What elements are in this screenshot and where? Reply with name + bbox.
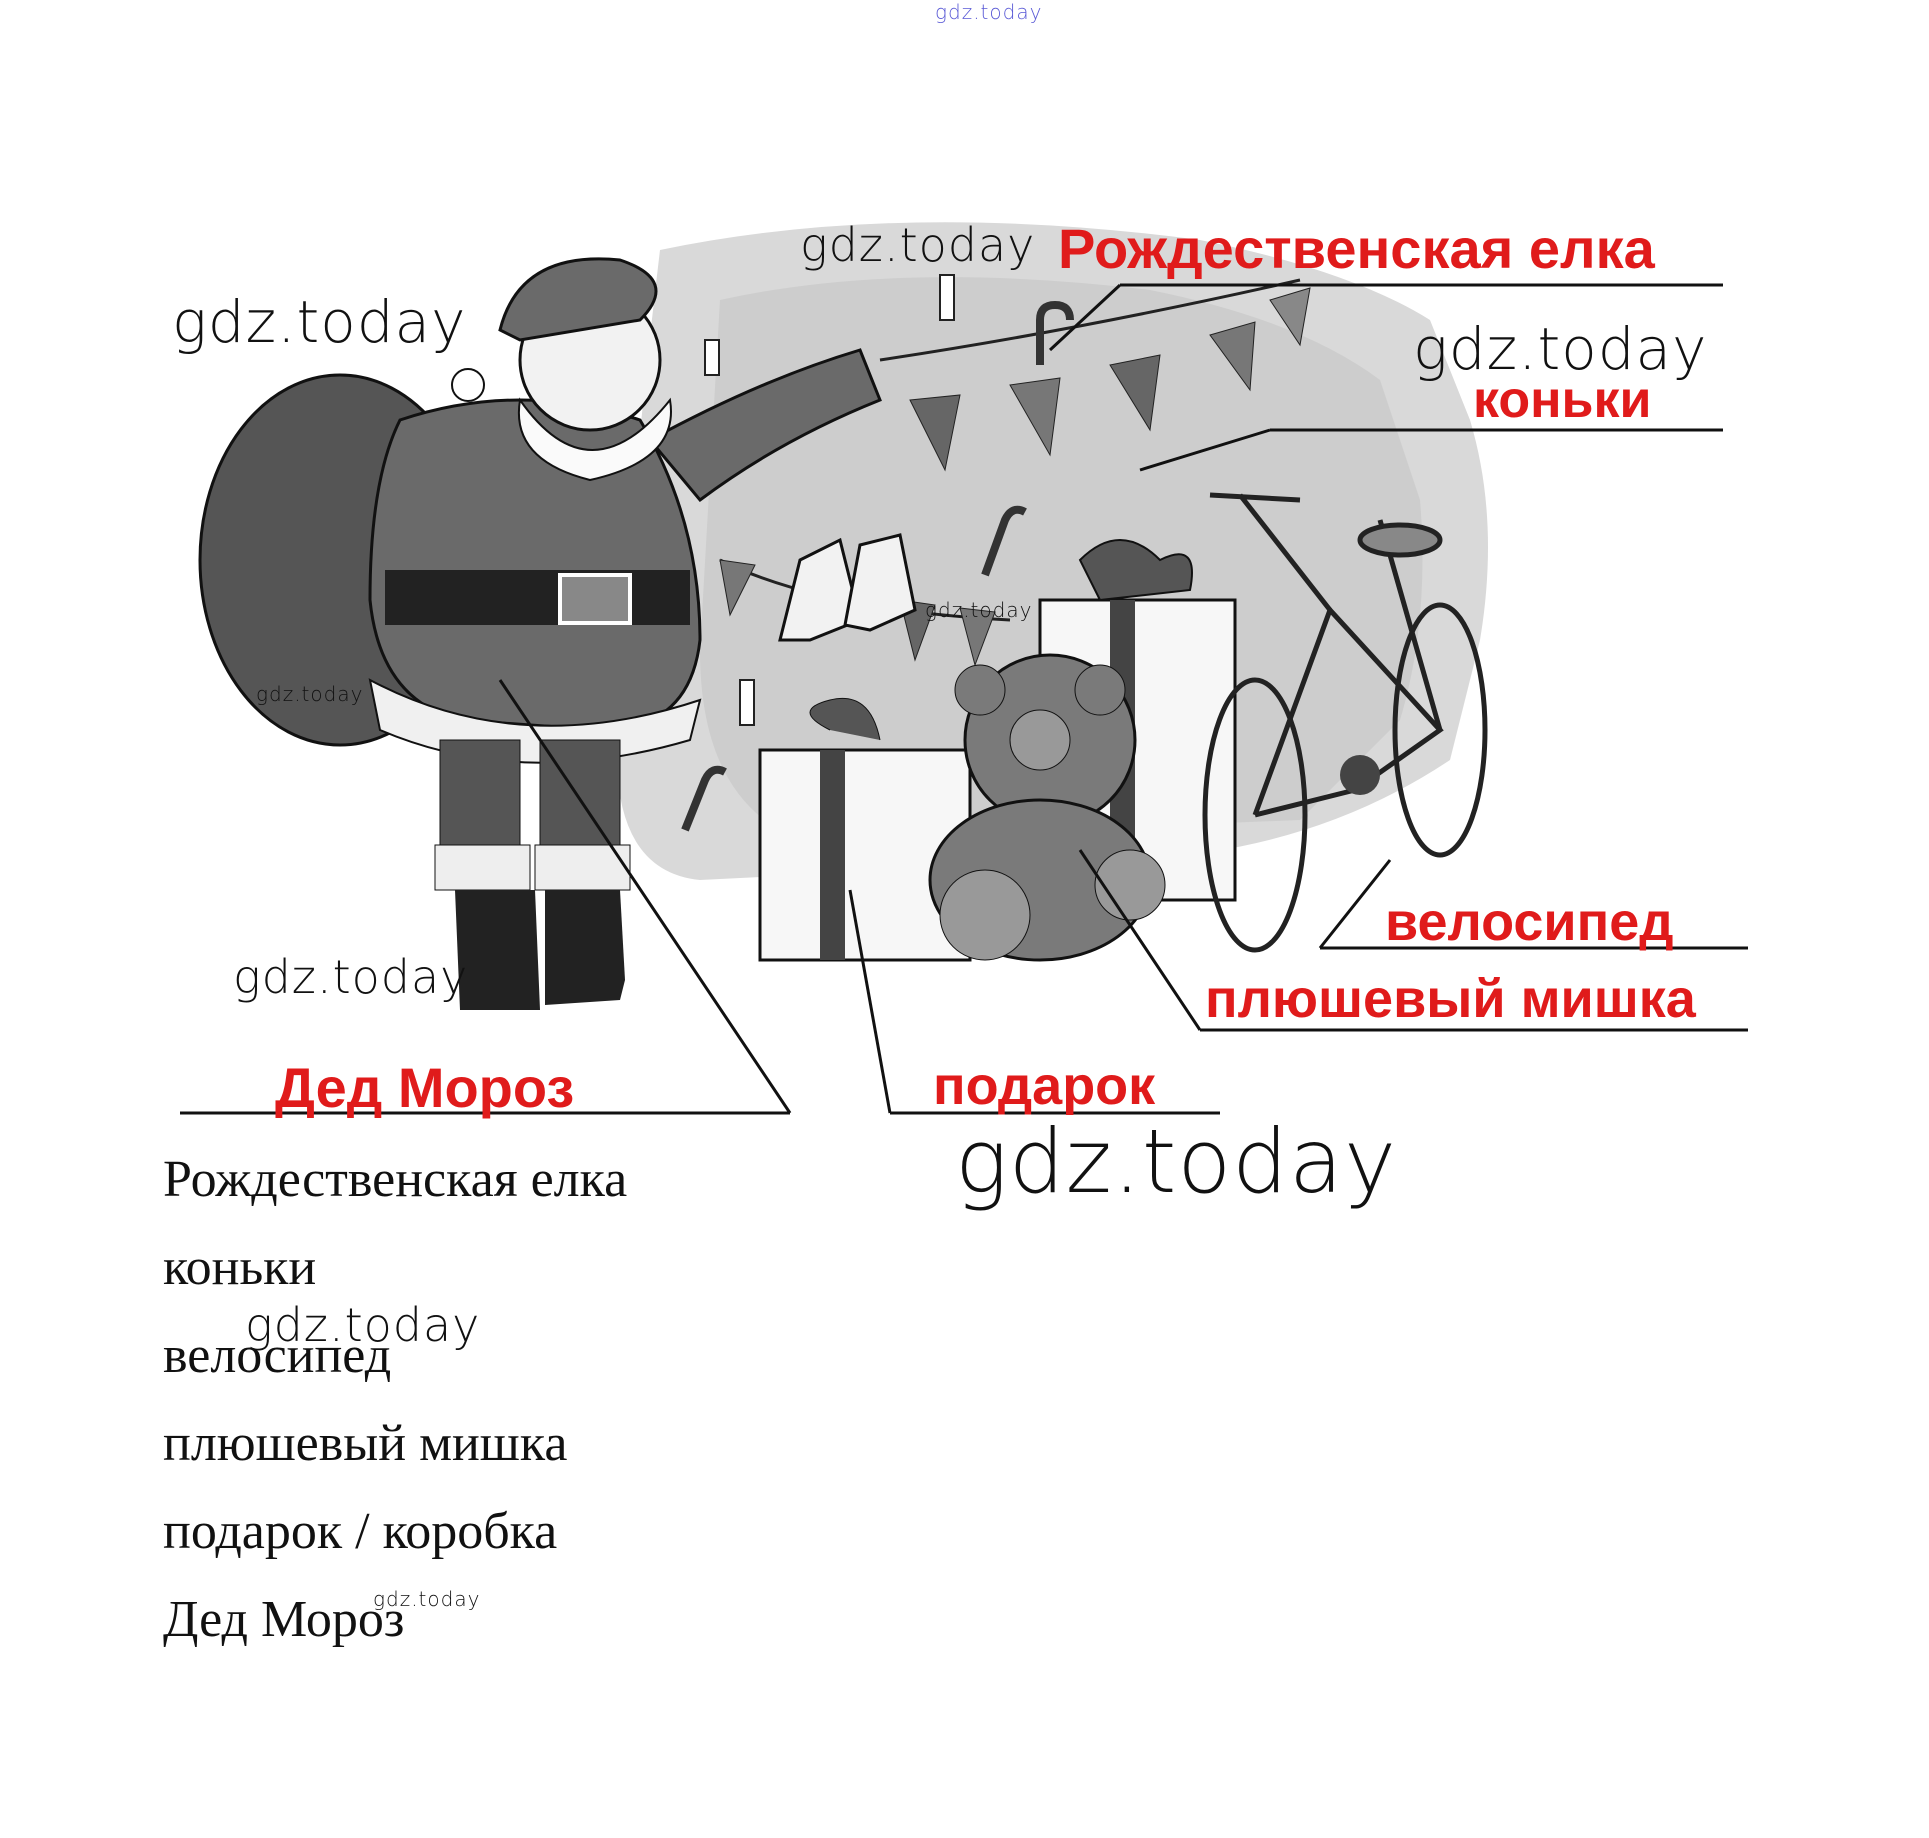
label-skates: коньки	[1473, 371, 1652, 429]
watermark: gdz.today	[800, 218, 1036, 272]
answer-line: коньки	[163, 1239, 317, 1296]
answer-line: Рождественская елка	[163, 1151, 628, 1208]
watermark: gdz.today	[373, 1587, 481, 1611]
answer-line: велосипед	[163, 1327, 392, 1384]
label-santa: Дед Мороз	[275, 1056, 575, 1119]
label-teddy-bear: плюшевый мишка	[1205, 969, 1696, 1029]
watermark: gdz.today	[925, 598, 1033, 622]
watermark: gdz.today	[1413, 315, 1708, 383]
label-bicycle: велосипед	[1385, 892, 1674, 952]
watermark: gdz.today	[256, 682, 364, 706]
answer-line: Дед Мороз	[163, 1591, 405, 1648]
watermark: gdz.today	[172, 288, 467, 356]
answer-line: плюшевый мишка	[163, 1415, 568, 1472]
answer-line: подарок / коробка	[163, 1503, 558, 1560]
watermark: gdz.today	[245, 1298, 481, 1352]
watermark: gdz.today	[935, 0, 1043, 24]
watermark: gdz.today	[233, 950, 469, 1004]
watermark: gdz.today	[955, 1110, 1398, 1213]
label-christmas-tree: Рождественская елка	[1058, 217, 1655, 280]
label-gift: подарок	[933, 1056, 1156, 1116]
